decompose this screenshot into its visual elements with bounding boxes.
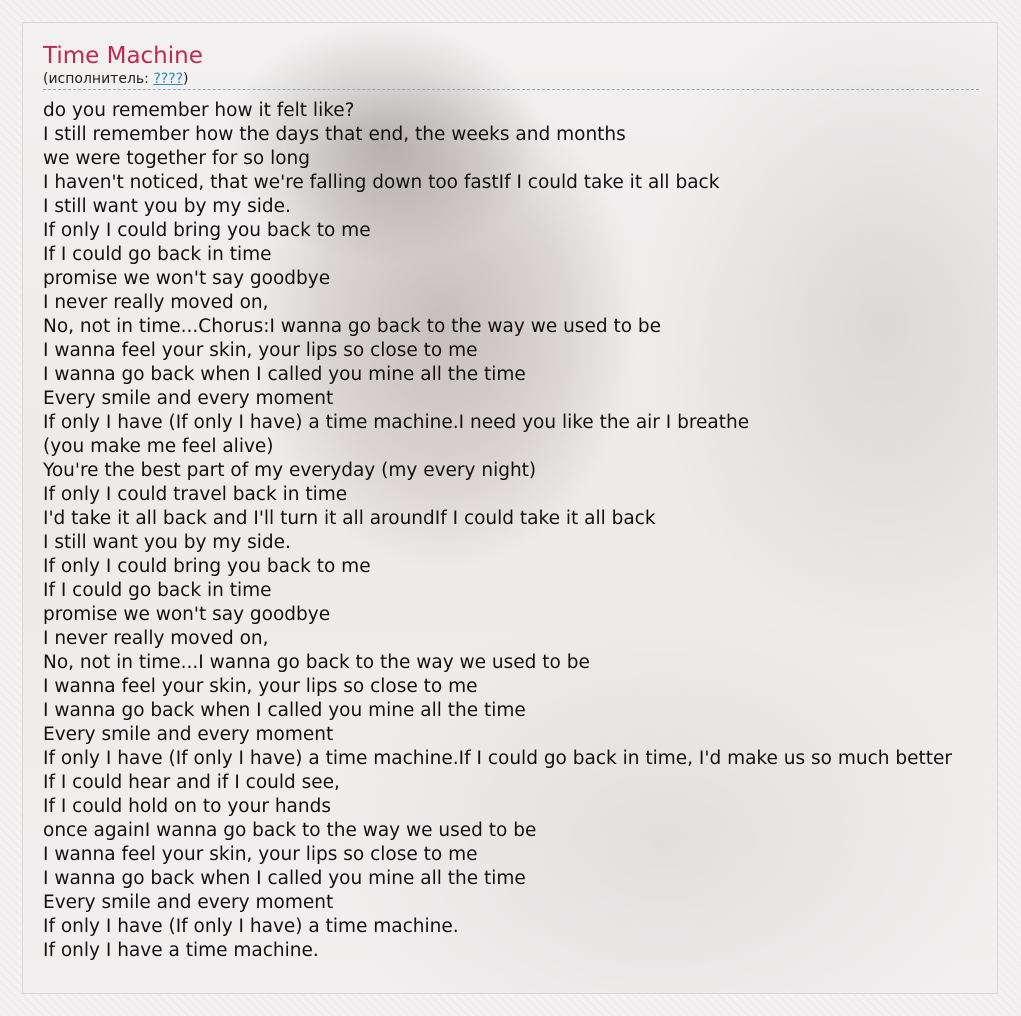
artist-link[interactable]: ???? — [153, 71, 184, 87]
lyric-line: we were together for so long — [43, 148, 310, 169]
lyric-line: Every smile and every moment — [43, 724, 334, 745]
lyric-line: If only I could bring you back to me — [43, 220, 371, 241]
lyric-line: No, not in time...I wanna go back to the way we used to be — [43, 652, 590, 673]
lyric-line: I haven't noticed, that we're falling down too fastIf I could take it all back — [43, 172, 720, 193]
lyric-line: No, not in time...Chorus:I wanna go back to the way we used to be — [43, 316, 662, 337]
lyric-line: do you remember how it felt like? — [43, 100, 355, 121]
lyrics-text — [43, 99, 997, 963]
lyric-line: If only I could travel back in time — [43, 484, 348, 505]
lyric-line: I wanna go back when I called you mine all the time — [43, 364, 526, 385]
title-divider — [43, 89, 979, 90]
lyric-line: If I could hear and if I could see, — [43, 772, 340, 793]
lyric-line: If I could go back in time — [43, 580, 272, 601]
lyric-line: I still want you by my side. — [43, 532, 291, 553]
lyric-line: I wanna go back when I called you mine all the time — [43, 868, 526, 889]
artist-suffix: ) — [183, 71, 189, 87]
lyrics-card — [22, 22, 998, 994]
lyric-line: I wanna feel your skin, your lips so close to me — [43, 676, 478, 697]
artist-prefix: (исполнитель: — [43, 71, 154, 87]
lyric-line: I'd take it all back and I'll turn it all aroundIf I could take it all back — [43, 508, 656, 529]
lyric-line: I wanna feel your skin, your lips so close to me — [43, 844, 478, 865]
lyric-line: I never really moved on, — [43, 628, 269, 649]
lyric-line: If only I have (If only I have) a time machine. — [43, 916, 459, 937]
lyric-line: Every smile and every moment — [43, 892, 334, 913]
lyric-line: I wanna feel your skin, your lips so close to me — [43, 340, 478, 361]
lyric-line: I wanna go back when I called you mine all the time — [43, 700, 526, 721]
lyric-line: I still want you by my side. — [43, 196, 291, 217]
lyric-line: If I could hold on to your hands — [43, 796, 331, 817]
lyric-line: promise we won't say goodbye — [43, 604, 331, 625]
lyric-line: I still remember how the days that end, the weeks and months — [43, 124, 626, 145]
lyric-line: promise we won't say goodbye — [43, 268, 331, 289]
lyric-line: You're the best part of my everyday (my every night) — [43, 460, 537, 481]
lyric-line: I never really moved on, — [43, 292, 269, 313]
artist-line — [43, 70, 189, 88]
lyric-line: If only I could bring you back to me — [43, 556, 371, 577]
lyric-line: If I could go back in time — [43, 244, 272, 265]
lyric-line: If only I have (If only I have) a time machine.If I could go back in time, I'd make us so much better — [43, 748, 952, 769]
lyric-line: once againI wanna go back to the way we used to be — [43, 820, 537, 841]
lyric-line: (you make me feel alive) — [43, 436, 274, 457]
lyric-line: If only I have (If only I have) a time machine.I need you like the air I breathe — [43, 412, 750, 433]
lyric-line: Every smile and every moment — [43, 388, 334, 409]
lyric-line: If only I have a time machine. — [43, 940, 319, 961]
song-title: Time Machine — [43, 43, 203, 69]
